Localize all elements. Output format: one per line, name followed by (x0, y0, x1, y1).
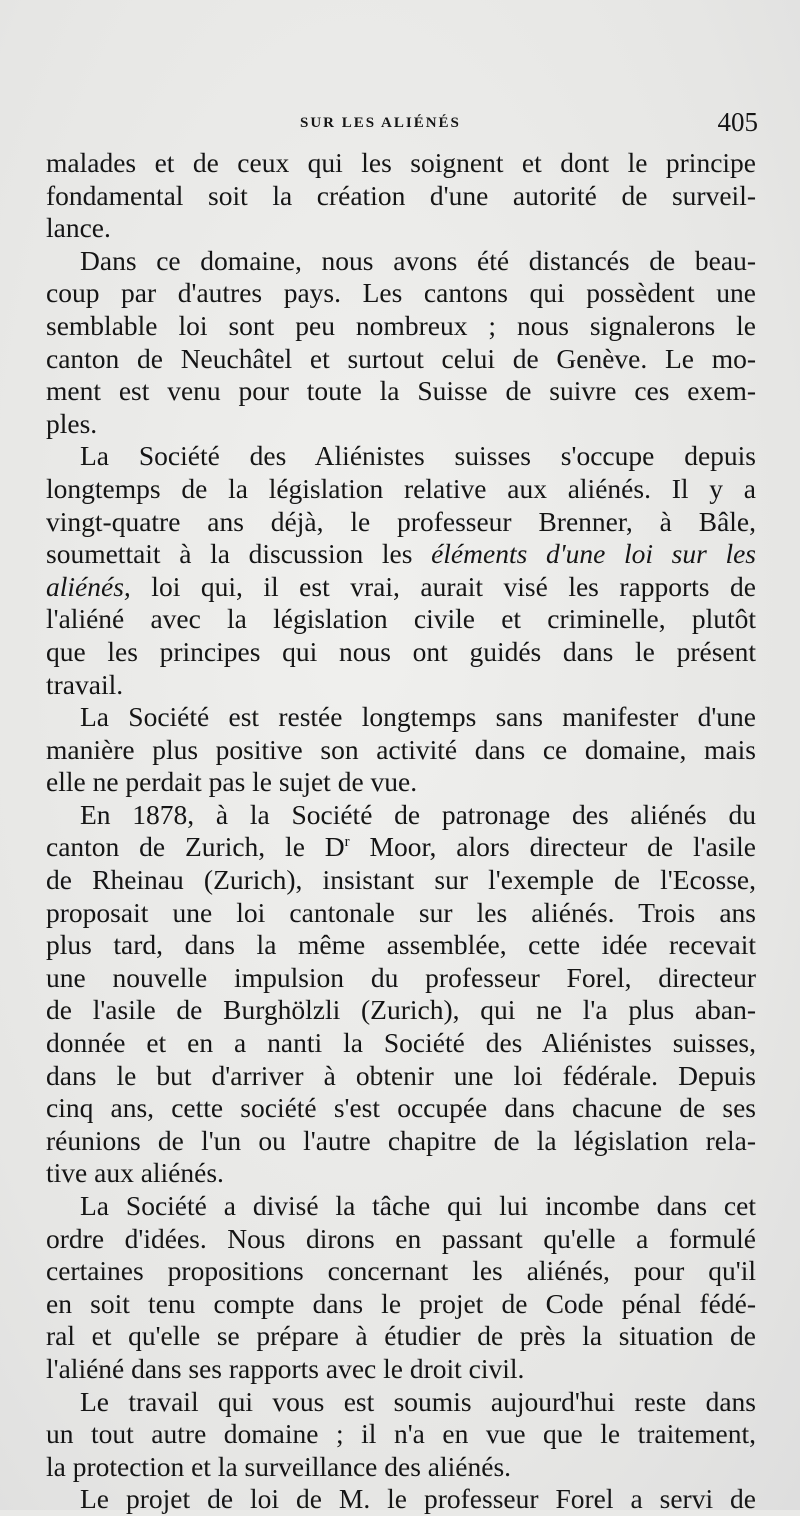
text-line: cinq ans, cette société s'est occupée dans chacune de ses (46, 1092, 756, 1124)
text-line: proposait une loi cantonale sur les aliénés. Trois ans (46, 896, 756, 928)
text-line: ples. (46, 407, 98, 439)
text-line: lance. (46, 212, 111, 244)
text-line: donnée et en a nanti la Société des Aliénistes suisses, (46, 1027, 756, 1059)
page-header (46, 105, 758, 149)
text-line: en soit tenu compte dans le projet de Code pénal fédé- (46, 1287, 756, 1319)
text-line: elle ne perdait pas le sujet de vue. (46, 766, 418, 798)
text-segment: canton de Zurich, le D (46, 831, 345, 863)
text-line: dans le but d'arriver à obtenir une loi fédérale. Depuis (46, 1059, 756, 1091)
text-line (46, 571, 756, 604)
paragraph (46, 147, 756, 245)
text-line: longtemps de la législation relative aux aliénés. Il y a (46, 472, 756, 504)
text-line: la protection et la surveillance des aliénés. (46, 1450, 512, 1482)
text-line: En 1878, à la Société de patronage des aliénés du (80, 798, 756, 830)
paragraph (46, 701, 756, 799)
text-line: canton de Neuchâtel et surtout celui de Genève. Le mo- (46, 342, 756, 374)
text-line: plus tard, dans la même assemblée, cette idée recevait (46, 929, 756, 961)
paragraph (46, 1190, 756, 1386)
text-line: fondamental soit la création d'une autorité de surveil- (46, 179, 756, 211)
text-line: Le travail qui vous est soumis aujourd'hui reste dans (80, 1385, 756, 1417)
paragraph (46, 799, 756, 1190)
text-line: semblable loi sont peu nombreux ; nous signalerons le (46, 309, 756, 341)
running-title: SUR LES ALIÉNÉS (300, 115, 461, 131)
text-line: La Société des Aliénistes suisses s'occupe depuis (80, 440, 756, 472)
text-line: tive aux aliénés. (46, 1157, 224, 1189)
text-line: ral et qu'elle se prépare à étudier de près la situation de (46, 1320, 756, 1352)
paragraph (46, 1386, 756, 1484)
text-line: que les principes qui nous ont guidés dans le présent (46, 635, 756, 667)
text-line: vingt-quatre ans déjà, le professeur Brenner, à Bâle, (46, 505, 756, 537)
body-text (46, 147, 756, 1516)
text-line (46, 831, 756, 864)
paragraph (46, 1483, 756, 1516)
text-line: coup par d'autres pays. Les cantons qui possèdent une (46, 277, 756, 309)
italic-title: éléments d'une loi sur les (431, 538, 756, 570)
text-line: une nouvelle impulsion du professeur Forel, directeur (46, 961, 756, 993)
text-line: l'aliéné avec la législation civile et criminelle, plutôt (46, 603, 756, 635)
text-line: de Rheinau (Zurich), insistant sur l'exemple de l'Ecosse, (46, 864, 756, 896)
text-line: ment est venu pour toute la Suisse de suivre ces exem- (46, 375, 756, 407)
text-line: Dans ce domaine, nous avons été distancés de beau- (80, 244, 756, 276)
paragraph (46, 440, 756, 701)
text-line: ordre d'idées. Nous dirons en passant qu'elle a formulé (46, 1222, 756, 1254)
text-line (46, 538, 756, 571)
text-line: de l'asile de Burghölzli (Zurich), qui ne l'a plus aban- (46, 994, 756, 1026)
text-segment: loi qui, il est vrai, aurait visé les rapports de (130, 570, 756, 602)
text-line: réunions de l'un ou l'autre chapitre de la législation rela- (46, 1124, 756, 1156)
text-line: La Société a divisé la tâche qui lui incombe dans cet (80, 1190, 756, 1221)
superscript: r (344, 834, 350, 851)
text-line: l'aliéné dans ses rapports avec le droit civil. (46, 1352, 525, 1384)
italic-word: aliénés, (46, 570, 131, 602)
text-segment: soumettait à la discussion les (46, 538, 413, 570)
text-line: Le projet de loi de M. le professeur Forel a servi de (80, 1483, 756, 1515)
page-number: 405 (717, 107, 758, 137)
text-segment: Moor, alors directeur de l'asile (349, 831, 756, 863)
text-line: La Société est restée longtemps sans manifester d'une (80, 701, 756, 733)
text-line: un tout autre domaine ; il n'a en vue que le traitement, (46, 1418, 756, 1450)
text-line: malades et de ceux qui les soignent et dont le principe (46, 147, 756, 178)
text-line: manière plus positive son activité dans ce domaine, mais (46, 733, 756, 765)
paragraph (46, 245, 756, 441)
text-line: travail. (46, 668, 124, 700)
text-line: certaines propositions concernant les aliénés, pour qu'il (46, 1255, 756, 1287)
